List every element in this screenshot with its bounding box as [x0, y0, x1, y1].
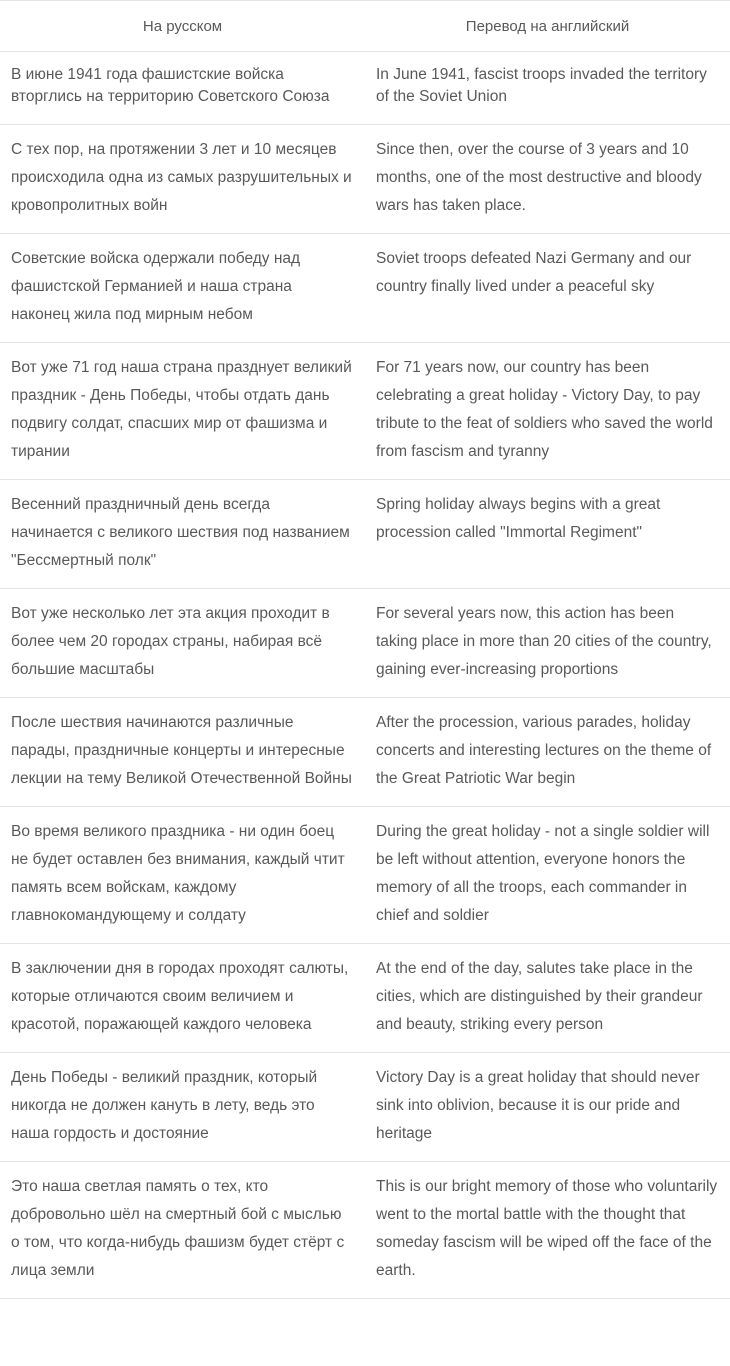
russian-text: Во время великого праздника - ни один боец не будет оставлен без внимания, каждый чтит память всем войскам, каждому главнокомандующему и солдату — [0, 807, 365, 944]
table-row — [0, 52, 730, 125]
column-header-english: Перевод на английский — [365, 1, 730, 52]
english-text: In June 1941, fascist troops invaded the territory of the Soviet Union — [365, 52, 730, 125]
table-row — [0, 1162, 730, 1299]
english-text: During the great holiday - not a single soldier will be left without attention, everyone honors the memory of all the troops, each commander in chief and soldier — [365, 807, 730, 944]
english-text: For several years now, this action has been taking place in more than 20 cities of the country, gaining ever-increasing proportions — [365, 589, 730, 698]
table-row — [0, 1053, 730, 1162]
table-row — [0, 589, 730, 698]
russian-text: После шествия начинаются различные парады, праздничные концерты и интересные лекции на тему Великой Отечественной Войны — [0, 698, 365, 807]
russian-text: Вот уже несколько лет эта акция проходит в более чем 20 городах страны, набирая всё большие масштабы — [0, 589, 365, 698]
russian-text: День Победы - великий праздник, который никогда не должен кануть в лету, ведь это наша гордость и достояние — [0, 1053, 365, 1162]
russian-text: Советские войска одержали победу над фашистской Германией и наша страна наконец жила под мирным небом — [0, 234, 365, 343]
russian-text: Вот уже 71 год наша страна празднует великий праздник - День Победы, чтобы отдать дань подвигу солдат, спасших мир от фашизма и тирании — [0, 343, 365, 480]
table-row — [0, 698, 730, 807]
russian-text: С тех пор, на протяжении 3 лет и 10 месяцев происходила одна из самых разрушительных и кровопролитных войн — [0, 125, 365, 234]
english-text: Spring holiday always begins with a great procession called "Immortal Regiment" — [365, 480, 730, 589]
table-row — [0, 807, 730, 944]
russian-text: В июне 1941 года фашистские войска вторглись на территорию Советского Союза — [0, 52, 365, 125]
english-text: At the end of the day, salutes take place in the cities, which are distinguished by their grandeur and beauty, striking every person — [365, 944, 730, 1053]
english-text: Soviet troops defeated Nazi Germany and our country finally lived under a peaceful sky — [365, 234, 730, 343]
english-text: Since then, over the course of 3 years and 10 months, one of the most destructive and bloody wars has taken place. — [365, 125, 730, 234]
english-text: For 71 years now, our country has been celebrating a great holiday - Victory Day, to pay tribute to the feat of soldiers who saved the world from fascism and tyranny — [365, 343, 730, 480]
russian-text: Весенний праздничный день всегда начинается с великого шествия под названием "Бессмертный полк" — [0, 480, 365, 589]
header-row — [0, 1, 730, 52]
table-row — [0, 343, 730, 480]
russian-text: В заключении дня в городах проходят салюты, которые отличаются своим величием и красотой, поражающей каждого человека — [0, 944, 365, 1053]
column-header-russian: На русском — [0, 1, 365, 52]
english-text: After the procession, various parades, holiday concerts and interesting lectures on the theme of the Great Patriotic War begin — [365, 698, 730, 807]
english-text: Victory Day is a great holiday that should never sink into oblivion, because it is our pride and heritage — [365, 1053, 730, 1162]
english-text: This is our bright memory of those who voluntarily went to the mortal battle with the thought that someday fascism will be wiped off the face of the earth. — [365, 1162, 730, 1299]
table-row — [0, 125, 730, 234]
table-row — [0, 944, 730, 1053]
table-row — [0, 234, 730, 343]
table-row — [0, 480, 730, 589]
russian-text: Это наша светлая память о тех, кто добровольно шёл на смертный бой с мыслью о том, что когда-нибудь фашизм будет стёрт с лица земли — [0, 1162, 365, 1299]
